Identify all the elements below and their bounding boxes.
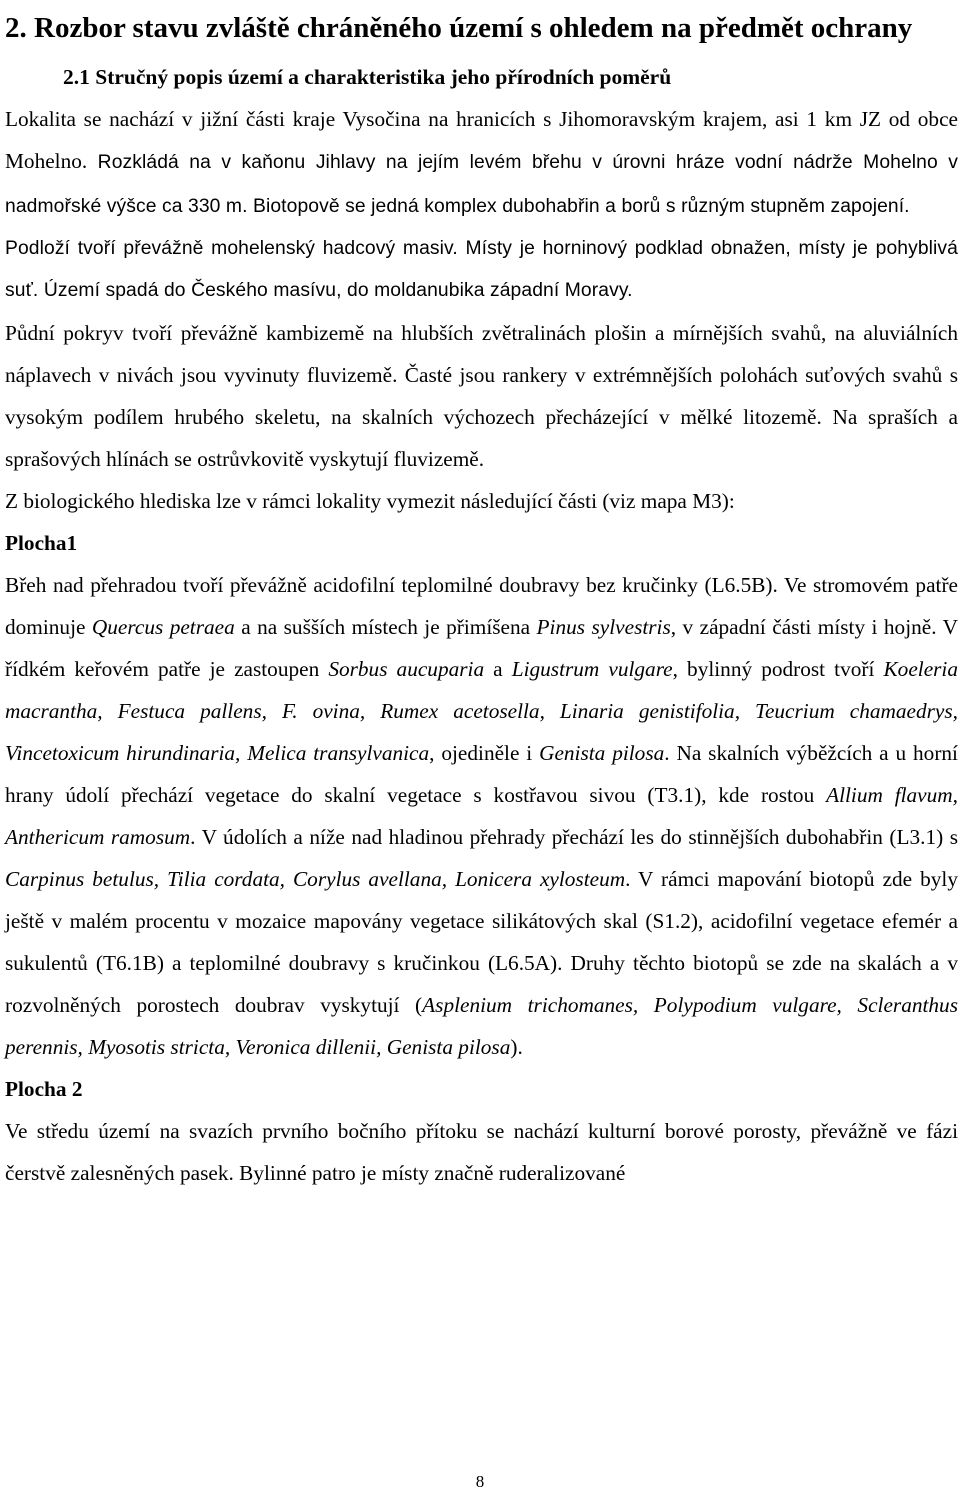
- paragraph-location: [5, 98, 958, 228]
- plocha1-text-1: Břeh nad přehradou tvoří převážně acidofilní teplomilné doubravy bez kručinky (L6.5B). Ve stromovém patře dominuje: [5, 573, 958, 639]
- plocha1-text-9: . V rámci mapování biotopů zde byly ještě v malém procentu v mozaice mapovány vegetace silikátových skal (S1.2), acidofilní vegetace efemér a sukulentů (T6.1B) a teplomilné doubravy s kručinkou (L6.5A). Druhy těchto biotopů se zde na skalách a v rozvolněných porostech doubrav vyskytují (: [5, 867, 958, 1017]
- geology-text: Podloží tvoří převážně mohelenský hadcový masiv. Místy je horninový podklad obnažen, místy je pohyblivá suť.: [5, 238, 958, 301]
- plocha2-heading: Plocha 2: [5, 1077, 83, 1101]
- paragraph-geology: [5, 228, 958, 312]
- plocha1-text-5: , bylinný podrost tvoří: [672, 657, 884, 681]
- species-name: Ligustrum vulgare: [511, 657, 673, 681]
- plocha1-heading: Plocha1: [5, 531, 78, 555]
- plocha1-text-6: , ojediněle i: [429, 741, 540, 765]
- plocha1-text-2: a na sušších místech je přimíšena: [234, 615, 537, 639]
- species-list: Carpinus betulus, Tilia cordata, Corylus avellana, Lonicera xylosteum: [5, 867, 626, 891]
- geology-text-2: Území spadá do Českého masívu, do moldanubika západní Moravy.: [38, 280, 633, 301]
- species-list: Asplenium trichomanes, Polypodium vulgare, Scleranthus perennis, Myosotis stricta, Veronica dillenii, Genista pilosa: [5, 993, 958, 1059]
- plocha1-text-4: a: [484, 657, 512, 681]
- subsection-title: 2.1 Stručný popis území a charakteristika jeho přírodních poměrů: [63, 65, 672, 89]
- plocha1-text-7: . Na skalních výběžcích a u horní hrany údolí přechází vegetace do skalní vegetace s kostřavou sivou (T3.1), kde rostou: [5, 741, 958, 807]
- plocha2-paragraph: Ve středu území na svazích prvního bočního přítoku se nachází kulturní borové porosty, převážně ve fázi čerstvě zalesněných pasek. Bylinné patro je místy značně ruderalizované: [5, 1119, 958, 1185]
- section-title: 2. Rozbor stavu zvláště chráněného území s ohledem na předmět ochrany: [5, 12, 913, 44]
- location-text-sans: Rozkládá na v kaňonu Jihlavy na jejím levém břehu v úrovni hráze vodní nádrže Mohelno v nadmořské výšce ca 330 m.: [5, 152, 958, 217]
- biotope-text-2: s různým stupněm zapojení.: [665, 196, 910, 217]
- biotope-text: Biotopově se jedná komplex dubohabřin a borů: [247, 196, 666, 217]
- plocha1-text-3: , v západní části místy i hojně. V řídkém keřovém patře je zastoupen: [5, 615, 958, 681]
- species-name: Genista pilosa: [539, 741, 665, 765]
- location-text: Lokalita se nachází v jižní části kraje Vysočina na hranicích s Jihomoravským krajem, asi 1 km JZ od obce Mohelno.: [5, 107, 958, 173]
- document-page: [5, 0, 958, 1194]
- plocha1-text-8: . V údolích a níže nad hladinou přehrady přechází les do stinnějších dubohabřin (L3.1) s: [190, 825, 958, 849]
- page-number: 8: [475, 1472, 485, 1491]
- paragraph-soil: Půdní pokryv tvoří převážně kambizemě na hlubších zvětralinách plošin a mírnějších svahů, na aluviálních náplavech v nivách jsou vyvinuty fluvizemě. Časté jsou rankery v extrémnějších polohách suťových svahů s vysokým podílem hrubého skeletu, na skalních výchozech přecházející v mělké litozemě. Na spraších a sprašových hlínách se ostrůvkovitě vyskytují fluvizemě.: [5, 321, 958, 471]
- paragraph-biology: Z biologického hlediska lze v rámci lokality vymezit následující části (viz mapa M3):: [5, 489, 735, 513]
- species-list: Allium flavum, Anthericum ramosum: [5, 783, 958, 849]
- species-name: Quercus petraea: [91, 615, 235, 639]
- species-name: Sorbus aucuparia: [328, 657, 485, 681]
- plocha1-text-10: ).: [510, 1035, 523, 1059]
- species-name: Pinus sylvestris: [536, 615, 671, 639]
- plocha1-paragraph: [5, 564, 958, 1068]
- species-list: Koeleria macrantha, Festuca pallens, F. ovina, Rumex acetosella, Linaria genistifolia, Teucrium chamaedrys, Vincetoxicum hirundinaria, Melica transylvanica: [5, 657, 958, 765]
